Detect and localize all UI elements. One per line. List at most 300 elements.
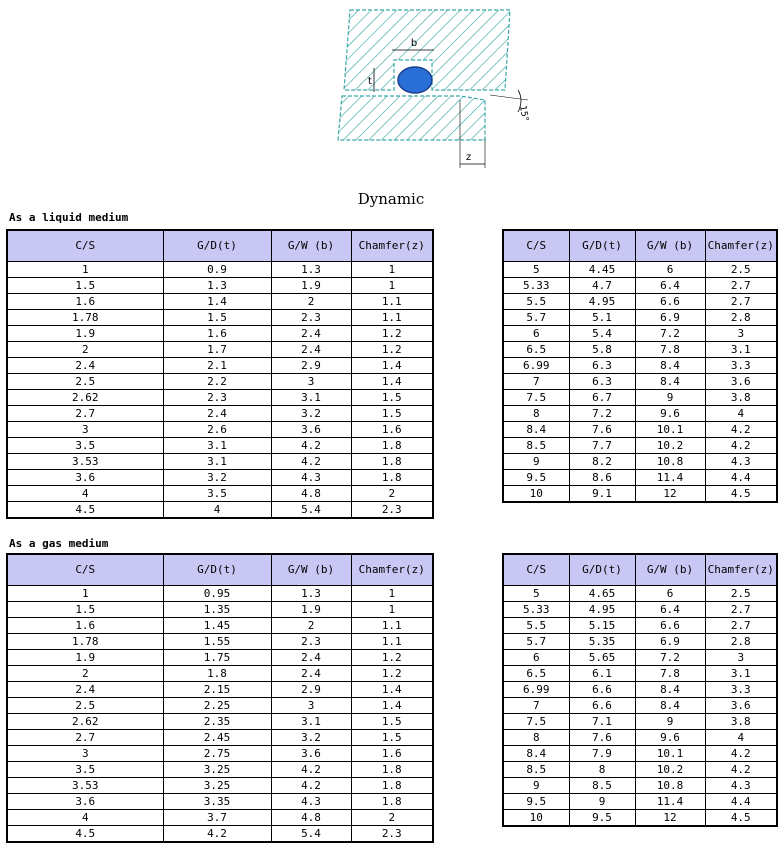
table-cell: 4.4 xyxy=(705,470,777,486)
table-cell: 2 xyxy=(271,294,351,310)
table-cell: 2.5 xyxy=(7,698,163,714)
table-row xyxy=(503,586,777,602)
table-cell: 2.7 xyxy=(705,618,777,634)
table-cell: 4.3 xyxy=(271,470,351,486)
table-cell: 4.5 xyxy=(7,826,163,843)
table-cell: 3.25 xyxy=(163,778,271,794)
table-cell: 2.62 xyxy=(7,714,163,730)
table-cell: 9.6 xyxy=(635,406,705,422)
table-cell: 1.1 xyxy=(351,310,433,326)
table-cell: 6.6 xyxy=(569,698,635,714)
table-cell: 9 xyxy=(569,794,635,810)
table-cell: 5 xyxy=(503,262,569,278)
table-row xyxy=(7,422,433,438)
table-cell: 3 xyxy=(271,698,351,714)
table-cell: 2.7 xyxy=(705,294,777,310)
table-cell: 5.35 xyxy=(569,634,635,650)
table-cell: 2.7 xyxy=(7,406,163,422)
table-cell: 3 xyxy=(271,374,351,390)
table-cell: 2.3 xyxy=(163,390,271,406)
table-row xyxy=(7,586,433,602)
table-cell: 1.5 xyxy=(7,278,163,294)
table-cell: 5.33 xyxy=(503,278,569,294)
table-cell: 3 xyxy=(705,326,777,342)
table-row xyxy=(7,810,433,826)
table-cell: 6 xyxy=(635,262,705,278)
table-cell: 3.3 xyxy=(705,682,777,698)
column-header: G/W (b) xyxy=(271,554,351,586)
table-cell: 5 xyxy=(503,586,569,602)
table-row xyxy=(503,470,777,486)
table-cell: 7.8 xyxy=(635,666,705,682)
table-cell: 4.7 xyxy=(569,278,635,294)
table-row xyxy=(503,438,777,454)
table-row xyxy=(503,634,777,650)
table-cell: 6.4 xyxy=(635,278,705,294)
table-row xyxy=(7,730,433,746)
table-cell: 2.4 xyxy=(7,358,163,374)
table-row xyxy=(7,310,433,326)
table-cell: 10 xyxy=(503,486,569,503)
table-cell: 4 xyxy=(163,502,271,519)
table-cell: 1 xyxy=(351,278,433,294)
table-row xyxy=(503,310,777,326)
table-cell: 4.8 xyxy=(271,810,351,826)
table-cell: 5.5 xyxy=(503,294,569,310)
table-cell: 1.6 xyxy=(163,326,271,342)
table-cell: 1.5 xyxy=(351,730,433,746)
table-cell: 2.4 xyxy=(7,682,163,698)
table-cell: 1.7 xyxy=(163,342,271,358)
table-cell: 0.95 xyxy=(163,586,271,602)
table-cell: 7.2 xyxy=(635,650,705,666)
table-cell: 2.35 xyxy=(163,714,271,730)
table-cell: 2.15 xyxy=(163,682,271,698)
table-cell: 2.5 xyxy=(7,374,163,390)
table-row xyxy=(503,262,777,278)
table-cell: 10.1 xyxy=(635,746,705,762)
table-cell: 1.6 xyxy=(351,422,433,438)
table-row xyxy=(7,698,433,714)
table-cell: 10.2 xyxy=(635,762,705,778)
table-row xyxy=(7,682,433,698)
table-cell: 2 xyxy=(351,486,433,502)
table-row xyxy=(7,294,433,310)
header-row xyxy=(503,554,777,586)
column-header: Chamfer(z) xyxy=(351,554,433,586)
column-header: Chamfer(z) xyxy=(351,230,433,262)
table-cell: 2.75 xyxy=(163,746,271,762)
table-row xyxy=(503,778,777,794)
table-cell: 3.2 xyxy=(271,406,351,422)
table-cell: 3 xyxy=(705,650,777,666)
table-cell: 3.8 xyxy=(705,390,777,406)
table-cell: 4 xyxy=(7,486,163,502)
table-row xyxy=(7,826,433,843)
table-cell: 1.8 xyxy=(351,778,433,794)
table-row xyxy=(503,730,777,746)
column-header: G/D(t) xyxy=(569,230,635,262)
table-cell: 10.2 xyxy=(635,438,705,454)
gas-table-right xyxy=(502,553,778,827)
table-cell: 4 xyxy=(705,730,777,746)
table-cell: 3.8 xyxy=(705,714,777,730)
table-cell: 2.62 xyxy=(7,390,163,406)
table-cell: 8 xyxy=(569,762,635,778)
table-cell: 4.5 xyxy=(705,810,777,827)
table-cell: 1.9 xyxy=(7,650,163,666)
table-cell: 2.3 xyxy=(271,634,351,650)
table-cell: 1.2 xyxy=(351,342,433,358)
table-cell: 1.5 xyxy=(163,310,271,326)
table-cell: 8 xyxy=(503,406,569,422)
table-cell: 5.7 xyxy=(503,310,569,326)
table-cell: 2.4 xyxy=(163,406,271,422)
table-cell: 3.1 xyxy=(705,342,777,358)
table-cell: 7 xyxy=(503,698,569,714)
table-cell: 6.9 xyxy=(635,310,705,326)
table-cell: 3.53 xyxy=(7,778,163,794)
column-header: G/W (b) xyxy=(635,554,705,586)
table-cell: 1.8 xyxy=(351,470,433,486)
table-cell: 3 xyxy=(7,746,163,762)
column-header: C/S xyxy=(7,554,163,586)
table-cell: 4.2 xyxy=(705,746,777,762)
table-row xyxy=(503,294,777,310)
table-cell: 7.9 xyxy=(569,746,635,762)
table-cell: 6.9 xyxy=(635,634,705,650)
table-cell: 4.2 xyxy=(705,438,777,454)
table-cell: 11.4 xyxy=(635,794,705,810)
table-cell: 1.6 xyxy=(351,746,433,762)
column-header: Chamfer(z) xyxy=(705,554,777,586)
table-cell: 1.9 xyxy=(271,602,351,618)
table-cell: 5.8 xyxy=(569,342,635,358)
header-row xyxy=(7,230,433,262)
table-cell: 9.1 xyxy=(569,486,635,503)
liquid-section-label: As a liquid medium xyxy=(9,211,129,224)
table-row xyxy=(503,358,777,374)
table-cell: 5.33 xyxy=(503,602,569,618)
table-cell: 7.6 xyxy=(569,422,635,438)
table-cell: 1 xyxy=(7,586,163,602)
table-row xyxy=(503,602,777,618)
table-cell: 7.2 xyxy=(569,406,635,422)
table-row xyxy=(503,682,777,698)
table-cell: 1.8 xyxy=(351,454,433,470)
table-cell: 1.1 xyxy=(351,634,433,650)
column-header: G/W (b) xyxy=(271,230,351,262)
table-cell: 1.78 xyxy=(7,634,163,650)
table-row xyxy=(7,794,433,810)
table-row xyxy=(7,374,433,390)
table-row xyxy=(503,374,777,390)
table-cell: 2.3 xyxy=(351,502,433,519)
table-cell: 10 xyxy=(503,810,569,827)
header-row xyxy=(503,230,777,262)
table-cell: 10.8 xyxy=(635,778,705,794)
table-cell: 2.5 xyxy=(705,586,777,602)
label-z: z xyxy=(466,152,472,163)
table-cell: 3.35 xyxy=(163,794,271,810)
table-cell: 3.2 xyxy=(163,470,271,486)
table-cell: 6.5 xyxy=(503,342,569,358)
seal-groove-diagram xyxy=(330,0,530,175)
table-cell: 2.25 xyxy=(163,698,271,714)
table-row xyxy=(503,278,777,294)
table-cell: 1 xyxy=(351,586,433,602)
table-row xyxy=(503,342,777,358)
table-cell: 4.4 xyxy=(705,794,777,810)
table-cell: 6 xyxy=(503,326,569,342)
table-cell: 7.5 xyxy=(503,714,569,730)
table-cell: 3.1 xyxy=(271,714,351,730)
table-cell: 8.5 xyxy=(503,438,569,454)
table-cell: 3.6 xyxy=(705,698,777,714)
table-row xyxy=(7,278,433,294)
table-cell: 6.6 xyxy=(635,618,705,634)
table-cell: 9.5 xyxy=(503,470,569,486)
table-row xyxy=(503,486,777,503)
page-title: Dynamic xyxy=(357,190,425,208)
table-cell: 2.3 xyxy=(351,826,433,843)
table-cell: 3.7 xyxy=(163,810,271,826)
table-row xyxy=(7,486,433,502)
table-cell: 2.7 xyxy=(7,730,163,746)
table-row xyxy=(7,666,433,682)
table-cell: 11.4 xyxy=(635,470,705,486)
table-cell: 3.1 xyxy=(705,666,777,682)
table-cell: 6.3 xyxy=(569,358,635,374)
table-cell: 3.1 xyxy=(163,454,271,470)
table-cell: 3.5 xyxy=(163,486,271,502)
table-cell: 5.1 xyxy=(569,310,635,326)
table-cell: 1.5 xyxy=(351,714,433,730)
column-header: C/S xyxy=(503,230,569,262)
table-cell: 4.95 xyxy=(569,602,635,618)
table-cell: 8.4 xyxy=(503,422,569,438)
table-row xyxy=(503,794,777,810)
table-cell: 2.3 xyxy=(271,310,351,326)
table-cell: 3.6 xyxy=(271,422,351,438)
table-cell: 4.2 xyxy=(271,454,351,470)
table-row xyxy=(7,714,433,730)
table-cell: 4.2 xyxy=(163,826,271,843)
table-cell: 5.4 xyxy=(569,326,635,342)
table-cell: 5.5 xyxy=(503,618,569,634)
label-angle: 15° xyxy=(517,104,530,123)
table-row xyxy=(7,406,433,422)
table-cell: 9 xyxy=(635,390,705,406)
table-cell: 1.8 xyxy=(351,762,433,778)
table-cell: 4.5 xyxy=(705,486,777,503)
table-cell: 8.6 xyxy=(569,470,635,486)
table-cell: 4.2 xyxy=(705,422,777,438)
table-cell: 8.4 xyxy=(635,698,705,714)
table-cell: 9.5 xyxy=(569,810,635,827)
table-cell: 2.5 xyxy=(705,262,777,278)
table-cell: 7.6 xyxy=(569,730,635,746)
table-cell: 4 xyxy=(705,406,777,422)
table-cell: 3.25 xyxy=(163,762,271,778)
table-row xyxy=(7,762,433,778)
table-row xyxy=(503,666,777,682)
column-header: Chamfer(z) xyxy=(705,230,777,262)
table-cell: 2.1 xyxy=(163,358,271,374)
gas-table-left xyxy=(6,553,434,843)
table-row xyxy=(503,698,777,714)
table-cell: 2 xyxy=(351,810,433,826)
table-cell: 6 xyxy=(635,586,705,602)
table-row xyxy=(7,454,433,470)
table-row xyxy=(503,390,777,406)
table-cell: 7.1 xyxy=(569,714,635,730)
table-cell: 7.8 xyxy=(635,342,705,358)
table-cell: 1 xyxy=(7,262,163,278)
column-header: C/S xyxy=(503,554,569,586)
table-cell: 6.99 xyxy=(503,358,569,374)
table-cell: 2 xyxy=(7,666,163,682)
table-row xyxy=(503,406,777,422)
table-cell: 2.7 xyxy=(705,278,777,294)
table-cell: 4.2 xyxy=(271,762,351,778)
liquid-table-left xyxy=(6,229,434,519)
table-cell: 2.9 xyxy=(271,358,351,374)
table-cell: 1.78 xyxy=(7,310,163,326)
table-cell: 8.5 xyxy=(569,778,635,794)
table-cell: 2.8 xyxy=(705,634,777,650)
table-row xyxy=(7,262,433,278)
table-cell: 2.2 xyxy=(163,374,271,390)
table-cell: 12 xyxy=(635,486,705,503)
table-cell: 8.5 xyxy=(503,762,569,778)
table-cell: 3.6 xyxy=(7,470,163,486)
table-row xyxy=(7,618,433,634)
table-row xyxy=(503,650,777,666)
table-cell: 5.15 xyxy=(569,618,635,634)
table-cell: 3.5 xyxy=(7,762,163,778)
table-cell: 3.3 xyxy=(705,358,777,374)
table-cell: 4.2 xyxy=(271,438,351,454)
table-cell: 7 xyxy=(503,374,569,390)
table-cell: 8.2 xyxy=(569,454,635,470)
table-cell: 4.2 xyxy=(271,778,351,794)
table-cell: 4.2 xyxy=(705,762,777,778)
table-cell: 6.99 xyxy=(503,682,569,698)
table-cell: 6.3 xyxy=(569,374,635,390)
table-cell: 2.7 xyxy=(705,602,777,618)
column-header: C/S xyxy=(7,230,163,262)
table-row xyxy=(7,358,433,374)
table-cell: 1.5 xyxy=(7,602,163,618)
table-cell: 2.45 xyxy=(163,730,271,746)
table-cell: 2.4 xyxy=(271,326,351,342)
table-row xyxy=(7,746,433,762)
gas-section-label: As a gas medium xyxy=(9,537,109,550)
table-cell: 9 xyxy=(635,714,705,730)
table-row xyxy=(7,470,433,486)
table-row xyxy=(503,746,777,762)
table-cell: 2.6 xyxy=(163,422,271,438)
table-cell: 0.9 xyxy=(163,262,271,278)
table-cell: 1.2 xyxy=(351,650,433,666)
table-cell: 3.5 xyxy=(7,438,163,454)
table-cell: 5.4 xyxy=(271,502,351,519)
table-cell: 1 xyxy=(351,602,433,618)
table-row xyxy=(503,422,777,438)
table-cell: 1.6 xyxy=(7,294,163,310)
table-cell: 4.95 xyxy=(569,294,635,310)
table-cell: 8.4 xyxy=(635,682,705,698)
label-t: t xyxy=(368,76,372,87)
table-cell: 3 xyxy=(7,422,163,438)
table-cell: 1.75 xyxy=(163,650,271,666)
table-cell: 1.4 xyxy=(351,698,433,714)
table-cell: 1.5 xyxy=(351,406,433,422)
table-cell: 4.5 xyxy=(7,502,163,519)
table-cell: 6.6 xyxy=(569,682,635,698)
table-cell: 9.6 xyxy=(635,730,705,746)
table-cell: 12 xyxy=(635,810,705,827)
table-row xyxy=(7,634,433,650)
table-cell: 1.45 xyxy=(163,618,271,634)
table-cell: 4.3 xyxy=(705,454,777,470)
table-cell: 1.4 xyxy=(351,682,433,698)
header-row xyxy=(7,554,433,586)
label-b: b xyxy=(410,38,418,49)
table-cell: 1.8 xyxy=(351,438,433,454)
table-row xyxy=(503,714,777,730)
table-cell: 8.4 xyxy=(635,374,705,390)
table-cell: 7.7 xyxy=(569,438,635,454)
table-cell: 1.55 xyxy=(163,634,271,650)
table-cell: 1.8 xyxy=(351,794,433,810)
table-cell: 2.9 xyxy=(271,682,351,698)
table-cell: 10.1 xyxy=(635,422,705,438)
table-cell: 6.4 xyxy=(635,602,705,618)
table-cell: 3.1 xyxy=(271,390,351,406)
table-cell: 7.5 xyxy=(503,390,569,406)
table-cell: 9 xyxy=(503,778,569,794)
table-cell: 2.4 xyxy=(271,342,351,358)
table-row xyxy=(7,342,433,358)
table-cell: 2.4 xyxy=(271,650,351,666)
table-cell: 9 xyxy=(503,454,569,470)
table-cell: 10.8 xyxy=(635,454,705,470)
table-cell: 8 xyxy=(503,730,569,746)
table-cell: 5.65 xyxy=(569,650,635,666)
table-cell: 3.1 xyxy=(163,438,271,454)
table-cell: 1.6 xyxy=(7,618,163,634)
table-cell: 1.4 xyxy=(163,294,271,310)
table-cell: 1.3 xyxy=(271,586,351,602)
table-cell: 1.1 xyxy=(351,294,433,310)
table-row xyxy=(503,454,777,470)
table-row xyxy=(7,778,433,794)
table-cell: 6.5 xyxy=(503,666,569,682)
table-cell: 3.6 xyxy=(7,794,163,810)
table-cell: 2 xyxy=(7,342,163,358)
table-cell: 6.7 xyxy=(569,390,635,406)
table-cell: 3.6 xyxy=(271,746,351,762)
table-row xyxy=(503,810,777,827)
liquid-table-right xyxy=(502,229,778,503)
table-row xyxy=(7,390,433,406)
table-cell: 1.9 xyxy=(7,326,163,342)
table-cell: 5.4 xyxy=(271,826,351,843)
column-header: G/D(t) xyxy=(163,230,271,262)
table-cell: 2.4 xyxy=(271,666,351,682)
